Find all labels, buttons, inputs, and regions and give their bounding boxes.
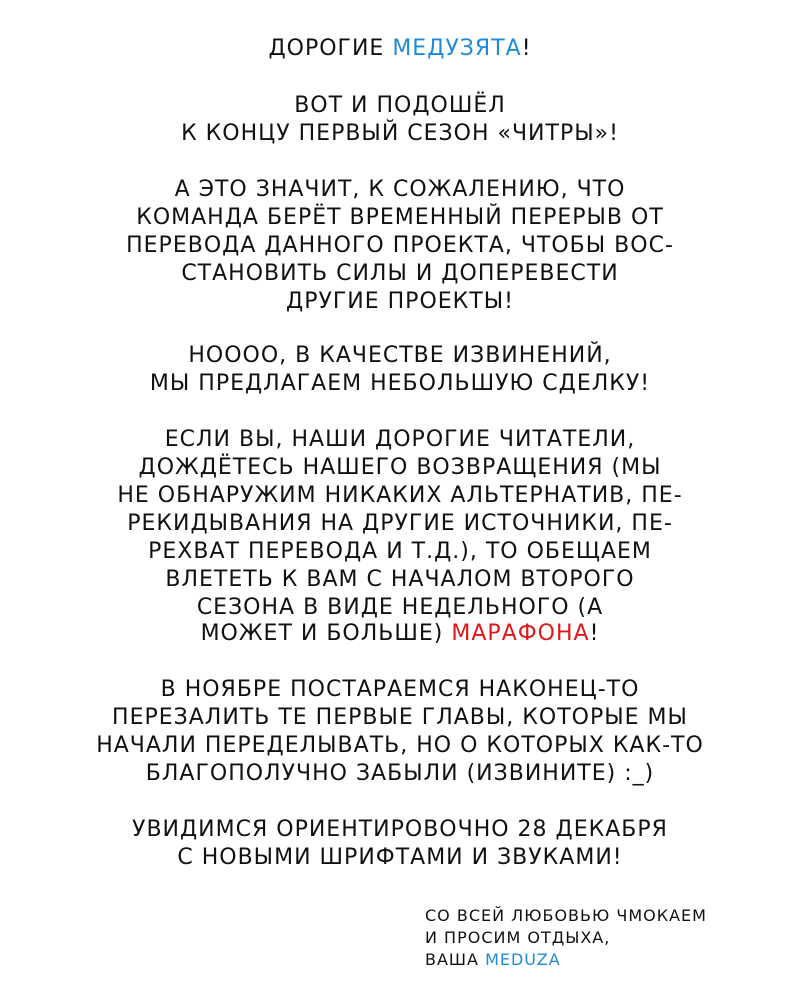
marathon-prefix: МОЖЕТ И БОЛЬШЕ) [200,621,452,646]
paragraph-4-line-3: НЕ ОБНАРУЖИМ НИКАКИХ АЛЬТЕРНАТИВ, ПЕ- [117,483,683,508]
signature-line-2: И ПРОСИМ ОТДЫХА, [425,928,611,947]
paragraph-6-line-2: С НОВЫМИ ШРИФТАМИ И ЗВУКАМИ! [177,845,623,870]
paragraph-3-line-1: НОООО, В КАЧЕСТВЕ ИЗВИНЕНИЙ, [188,343,612,368]
paragraph-4-line-1: ЕСЛИ ВЫ, НАШИ ДОРОГИЕ ЧИТАТЕЛИ, [164,427,636,452]
paragraph-4-line-2: ДОЖДЁТЕСЬ НАШЕГО ВОЗВРАЩЕНИЯ (МЫ [138,455,662,480]
marathon-suffix: ! [589,621,600,646]
signature-prefix: ВАША [425,950,486,969]
paragraph-2-line-4: СТАНОВИТЬ СИЛЫ И ДОПЕРЕВЕСТИ [181,261,619,286]
signature-line-1: СО ВСЕЙ ЛЮБОВЬЮ ЧМОКАЕМ [425,906,707,925]
paragraph-6-line-1: УВИДИМСЯ ОРИЕНТИРОВОЧНО 28 ДЕКАБРЯ [132,817,668,842]
paragraph-4-line-8 [0,620,800,648]
paragraph-2-line-5: ДРУГИЕ ПРОЕКТЫ! [286,289,514,314]
paragraph-5-line-2: ПЕРЕЗАЛИТЬ ТЕ ПЕРВЫЕ ГЛАВЫ, КОТОРЫЕ МЫ [112,705,688,730]
paragraph-1-line-1: ВОТ И ПОДОШЁЛ [294,93,506,118]
paragraph-2-line-3: ПЕРЕВОДА ДАННОГО ПРОЕКТА, ЧТОБЫ ВОС- [126,233,674,258]
signature-block [425,905,785,971]
paragraph-1-line-2: К КОНЦУ ПЕРВЫЙ СЕЗОН «ЧИТРЫ»! [181,121,619,146]
paragraph-4-line-7: СЕЗОНА В ВИДЕ НЕДЕЛЬНОГО (А [196,595,604,620]
paragraph-5-line-4: БЛАГОПОЛУЧНО ЗАБЫЛИ (ИЗВИНИТЕ) :_) [145,761,655,786]
signature-team-name: MEDUZA [485,950,561,969]
greeting-suffix: ! [521,36,532,61]
greeting-line [0,35,800,63]
greeting-prefix: ДОРОГИЕ [268,36,393,61]
paragraph-5-line-1: В НОЯБРЕ ПОСТАРАЕМСЯ НАКОНЕЦ-ТО [160,677,640,702]
signature-line-3 [425,949,785,971]
marathon-highlight: МАРАФОНА [451,621,590,646]
greeting-highlight: МЕДУЗЯТА [392,36,522,61]
paragraph-2-line-1: А ЭТО ЗНАЧИТ, К СОЖАЛЕНИЮ, ЧТО [174,177,626,202]
paragraph-4-line-6: ВЛЕТЕТЬ К ВАМ С НАЧАЛОМ ВТОРОГО [165,567,635,592]
paragraph-5-line-3: НАЧАЛИ ПЕРЕДЕЛЫВАТЬ, НО О КОТОРЫХ КАК-ТО [96,733,704,758]
paragraph-2-line-2: КОМАНДА БЕРЁТ ВРЕМЕННЫЙ ПЕРЕРЫВ ОТ [136,205,664,230]
paragraph-3-line-2: МЫ ПРЕДЛАГАЕМ НЕБОЛЬШУЮ СДЕЛКУ! [149,371,651,396]
paragraph-4-line-4: РЕКИДЫВАНИЯ НА ДРУГИЕ ИСТОЧНИКИ, ПЕ- [127,511,673,536]
paragraph-4-line-5: РЕХВАТ ПЕРЕВОДА И Т.Д.), ТО ОБЕЩАЕМ [148,539,652,564]
